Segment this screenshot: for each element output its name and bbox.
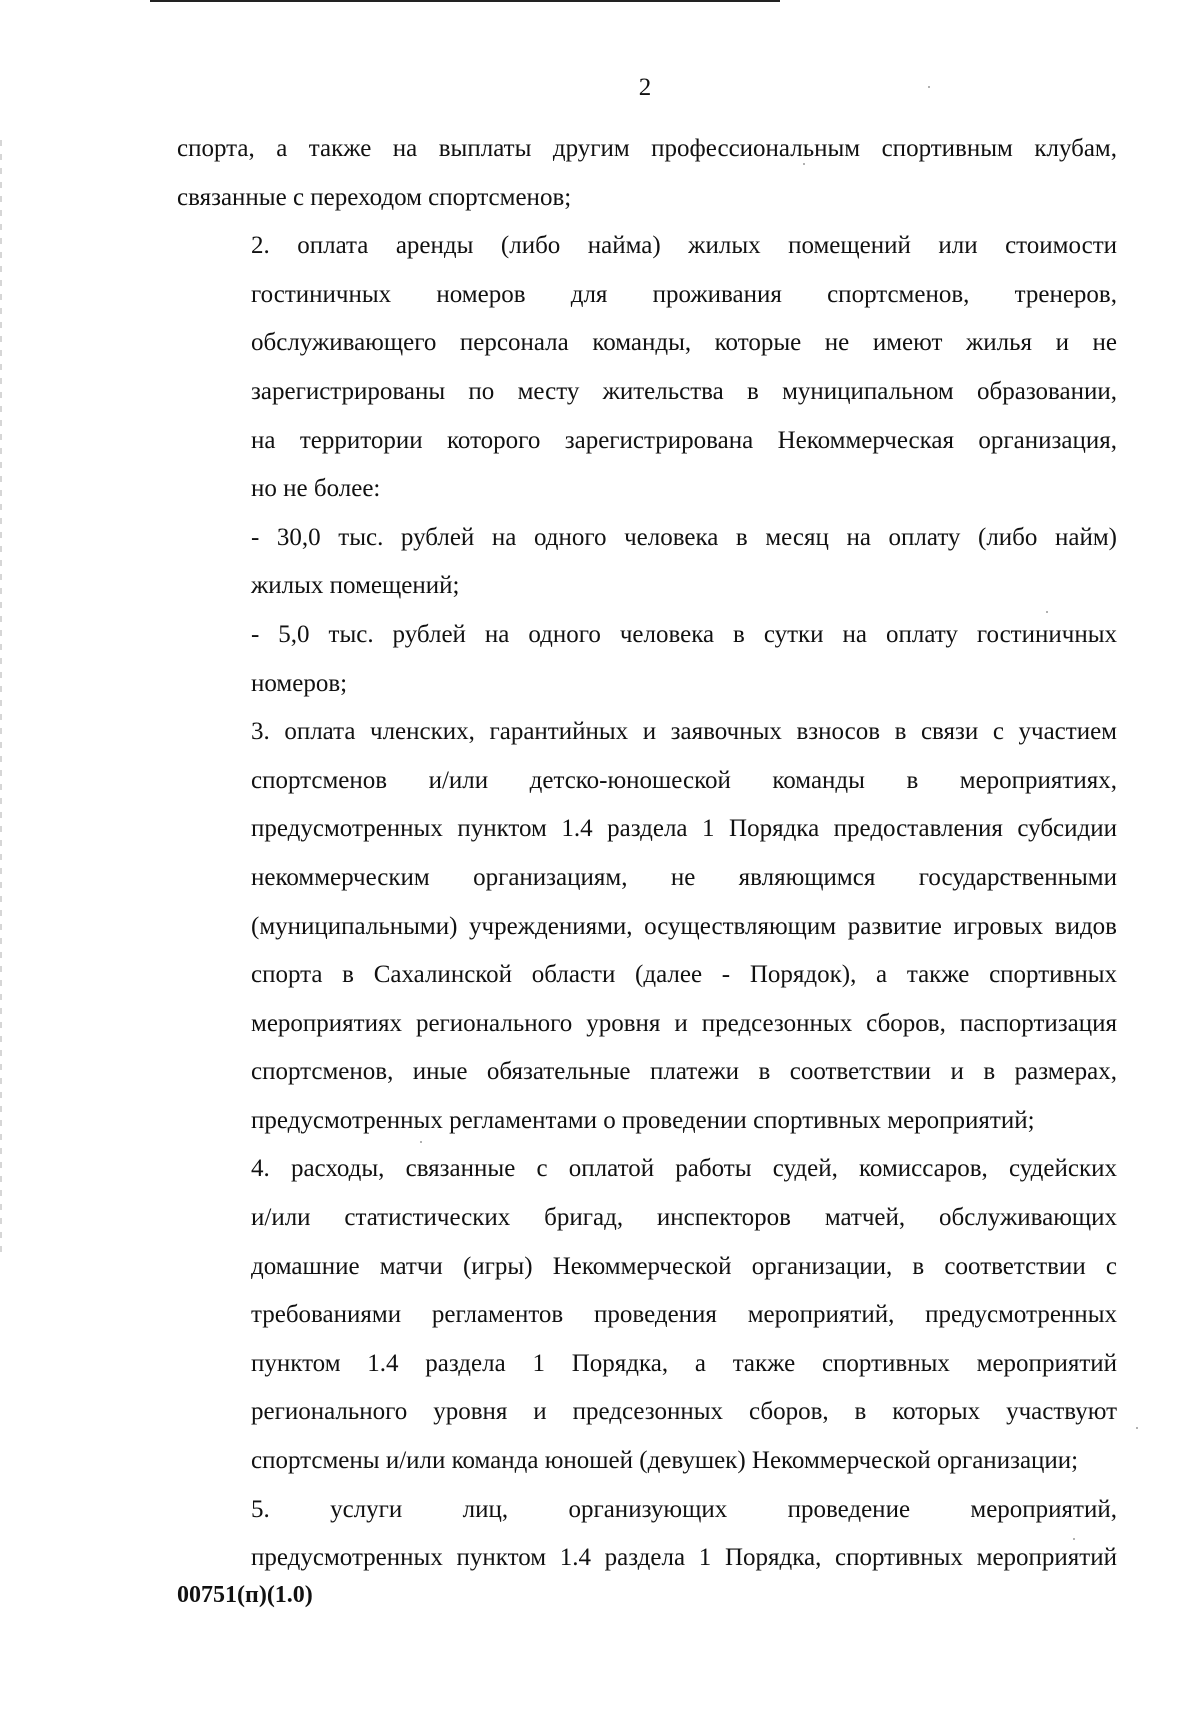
text-line: 2. оплата аренды (либо найма) жилых помещений или стоимости (251, 232, 1117, 260)
text-line: номеров; (251, 669, 348, 697)
text-line: 3. оплата членских, гарантийных и заявочных взносов в связи с участием (251, 718, 1117, 746)
text-line: - 30,0 тыс. рублей на одного человека в месяц на оплату (либо найм) (251, 523, 1117, 551)
text-line: регионального уровня и предсезонных сборов, в которых участвуют (251, 1398, 1117, 1426)
text-line: спортсмены и/или команда юношей (девушек) Некоммерческой организации; (251, 1447, 1079, 1475)
paragraph-4 (177, 611, 1117, 708)
document-code: 00751(п)(1.0) (177, 1582, 313, 1608)
text-line: обслуживающего персонала команды, которые не имеют жилья и не (251, 329, 1117, 357)
text-line: предусмотренных пунктом 1.4 раздела 1 Порядка, спортивных мероприятий (251, 1544, 1117, 1572)
paragraph-6 (177, 1145, 1117, 1485)
paragraph-5 (177, 708, 1117, 1145)
scan-speck (1046, 611, 1048, 613)
text-line: зарегистрированы по месту жительства в муниципальном образовании, (251, 377, 1117, 405)
text-line: спорта, а также на выплаты другим профессиональным спортивным клубам, (177, 135, 1117, 162)
scan-speck (1073, 1538, 1075, 1540)
top-scan-rule (150, 0, 780, 2)
text-line: домашние матчи (игры) Некоммерческой организации, в соответствии с (251, 1252, 1117, 1280)
text-line: и/или статистических бригад, инспекторов матчей, обслуживающих (251, 1204, 1117, 1232)
paragraph-7 (177, 1486, 1117, 1583)
text-line: спорта в Сахалинской области (далее - Порядок), а также спортивных (251, 961, 1117, 989)
text-line: связанные с переходом спортсменов; (177, 183, 572, 211)
scan-speck (420, 1141, 422, 1143)
text-line: жилых помещений; (251, 572, 460, 600)
scan-speck (928, 86, 930, 88)
text-line: на территории которого зарегистрирована Некоммерческая организация, (251, 426, 1117, 454)
text-line: мероприятиях регионального уровня и предсезонных сборов, паспортизация (251, 1009, 1117, 1037)
text-line: 5. услуги лиц, организующих проведение мероприятий, (251, 1495, 1117, 1523)
text-line: пунктом 1.4 раздела 1 Порядка, а также спортивных мероприятий (251, 1349, 1117, 1377)
document-body (177, 125, 1117, 1583)
left-scan-edge (0, 140, 2, 1260)
text-line: гостиничных номеров для проживания спортсменов, тренеров, (251, 280, 1117, 308)
text-line: предусмотренных регламентами о проведении спортивных мероприятий; (251, 1106, 1035, 1134)
scan-speck (1136, 1427, 1138, 1429)
paragraph-3 (177, 514, 1117, 611)
text-line: - 5,0 тыс. рублей на одного человека в сутки на оплату гостиничных (251, 620, 1117, 648)
text-line: спортсменов, иные обязательные платежи в соответствии и в размерах, (251, 1058, 1117, 1086)
text-line: предусмотренных пунктом 1.4 раздела 1 Порядка предоставления субсидии (251, 815, 1117, 843)
paragraph-2 (177, 222, 1117, 514)
text-line: 4. расходы, связанные с оплатой работы судей, комиссаров, судейских (251, 1155, 1117, 1183)
text-line: (муниципальными) учреждениями, осуществляющим развитие игровых видов (251, 912, 1117, 940)
text-line: спортсменов и/или детско-юношеской команды в мероприятиях, (251, 766, 1117, 794)
text-line: некоммерческим организациям, не являющимся государственными (251, 863, 1117, 891)
scan-speck (803, 163, 805, 165)
text-line: требованиями регламентов проведения мероприятий, предусмотренных (251, 1301, 1117, 1329)
page-number: 2 (638, 74, 652, 101)
text-line: но не более: (251, 475, 381, 503)
paragraph-1 (177, 125, 1117, 222)
